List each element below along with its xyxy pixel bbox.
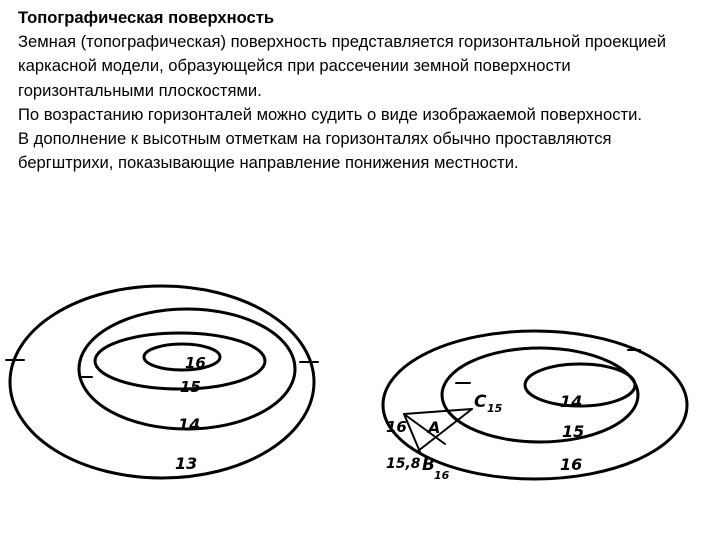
right-label-14: 14 (560, 392, 583, 411)
slide-title: Топографическая поверхность (18, 8, 275, 27)
line-c-left (404, 409, 472, 414)
contour-15-right (442, 348, 638, 442)
left-contour-figure (6, 286, 318, 478)
point-c-label: C (474, 392, 487, 412)
contour-13 (10, 286, 314, 478)
left-label-16: 16 (185, 354, 206, 372)
left-label-13: 13 (175, 454, 198, 473)
label-15-8: 15,8 (386, 456, 421, 472)
point-a-label: A (428, 418, 441, 437)
point-b-label: B (422, 455, 435, 475)
paragraph-3: В дополнение к высотным отметкам на горизонталях обычно проставляются бергштрихи, показывающие направление понижения местности. (18, 129, 612, 173)
right-contour-figure (383, 331, 687, 482)
left-label-14: 14 (178, 415, 201, 434)
paragraph-2: По возрастанию горизонталей можно судить о виде изображаемой поверхности. (18, 104, 642, 124)
point-b-subscript: 16 (434, 469, 450, 482)
paragraph-1: Земная (топографическая) поверхность представляется горизонтальной проекцией каркасной модели, образующейся при рассечении земной поверхности горизонтальными плоскостями. (18, 32, 667, 100)
point-c-subscript: 15 (487, 402, 503, 415)
right-label-15: 15 (562, 422, 585, 441)
left-label-15: 15 (180, 378, 201, 396)
contour-16 (144, 344, 220, 370)
left-point-label-16: 16 (386, 418, 407, 436)
right-label-16: 16 (560, 455, 583, 474)
